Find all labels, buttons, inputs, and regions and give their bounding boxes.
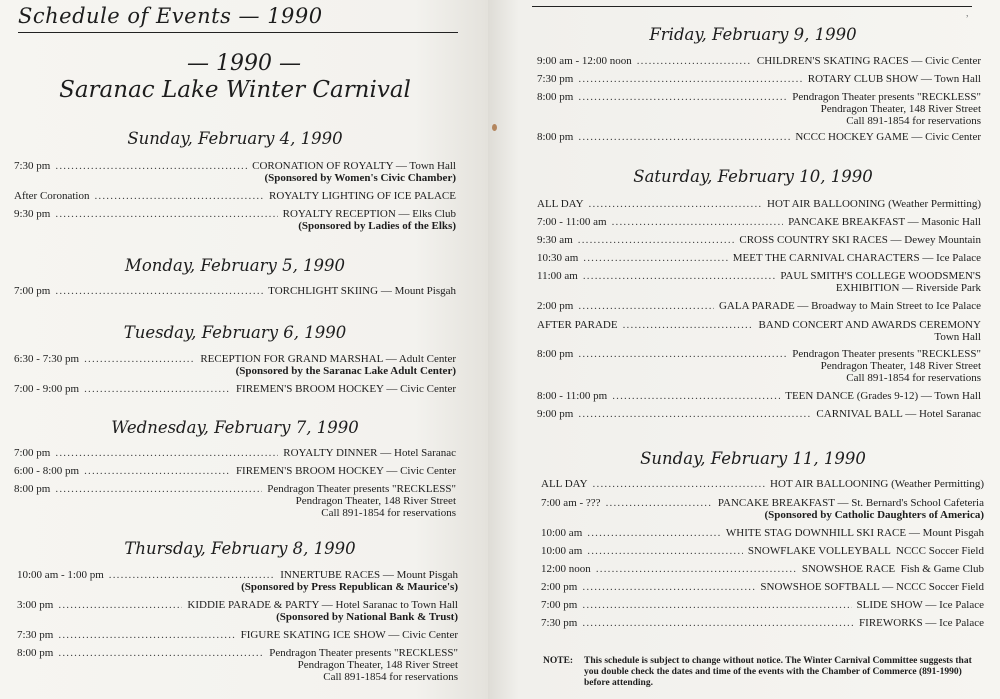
day-heading-sat-feb-10: Saturday, February 10, 1990 bbox=[633, 167, 873, 186]
event-entry: 7:30 pm ..... ROTARY CLUB SHOW — Town Hall bbox=[537, 73, 981, 85]
event-entry: After Coronation ..... ROYALTY LIGHTING OF ICE PALACE bbox=[14, 190, 456, 202]
event-entry: AFTER PARADE ..... BAND CONCERT AND AWARDS CEREMONY Town Hall bbox=[537, 319, 981, 343]
note-text: This schedule is subject to change without notice. The Winter Carnival Committee suggests that you double check the dates and time of the events with the Chamber of Commerce (891-1990) before attending. bbox=[584, 656, 972, 688]
event-entry: 8:00 pm ..... Pendragon Theater presents "RECKLESS" Pendragon Theater, 148 River Street Call 891-1854 for reservations bbox=[537, 348, 981, 384]
event-entry: 8:00 - 11:00 pm ..... TEEN DANCE (Grades 9-12) — Town Hall bbox=[537, 390, 981, 402]
event-entry: 9:30 pm ..... ROYALTY RECEPTION — Elks Club (Sponsored by Ladies of the Elks) bbox=[14, 208, 456, 232]
event-entry: 10:00 am - 1:00 pm ..... INNERTUBE RACES — Mount Pisgah (Sponsored by Press Republican & Maurice's) bbox=[17, 569, 458, 593]
schedule-note bbox=[543, 656, 988, 689]
event-entry: 7:00 pm ..... SLIDE SHOW — Ice Palace bbox=[541, 599, 984, 611]
event-entry: 8:00 pm ..... Pendragon Theater presents "RECKLESS" Pendragon Theater, 148 River Street Call 891-1854 for reservations bbox=[17, 647, 458, 683]
event-entry: ALL DAY ..... HOT AIR BALLOONING (Weather Permitting) bbox=[537, 198, 981, 210]
event-entry: 8:00 pm ..... Pendragon Theater presents "RECKLESS" Pendragon Theater, 148 River Street Call 891-1854 for reservations bbox=[14, 483, 456, 519]
paper-stain bbox=[492, 124, 497, 131]
event-entry: 7:00 pm ..... TORCHLIGHT SKIING — Mount Pisgah bbox=[14, 285, 456, 297]
event-entry: 2:00 pm ..... GALA PARADE — Broadway to Main Street to Ice Palace bbox=[537, 300, 981, 312]
day-heading-wed-feb-7: Wednesday, February 7, 1990 bbox=[111, 418, 359, 437]
day-heading-tue-feb-6: Tuesday, February 6, 1990 bbox=[123, 323, 347, 342]
event-entry: 9:00 am - 12:00 noon ..... CHILDREN'S SKATING RACES — Civic Center bbox=[537, 55, 981, 67]
event-entry: 7:00 - 9:00 pm ..... FIREMEN'S BROOM HOCKEY — Civic Center bbox=[14, 383, 456, 395]
event-entry: 7:30 pm ..... FIGURE SKATING ICE SHOW — Civic Center bbox=[17, 629, 458, 641]
event-entry: 7:00 pm ..... ROYALTY DINNER — Hotel Saranac bbox=[14, 447, 456, 459]
event-entry: 7:00 - 11:00 am ..... PANCAKE BREAKFAST — Masonic Hall bbox=[537, 216, 981, 228]
event-entry: 2:00 pm ..... SNOWSHOE SOFTBALL — NCCC Soccer Field bbox=[541, 581, 984, 593]
day-heading-fri-feb-9: Friday, February 9, 1990 bbox=[649, 25, 857, 44]
left-page bbox=[0, 0, 488, 699]
event-entry: 12:00 noon ..... SNOWSHOE RACE Fish & Game Club bbox=[541, 563, 984, 575]
event-entry: 10:00 am ..... WHITE STAG DOWNHILL SKI RACE — Mount Pisgah bbox=[541, 527, 984, 539]
event-entry: 8:00 pm ..... NCCC HOCKEY GAME — Civic Center bbox=[537, 131, 981, 143]
schedule-header: Schedule of Events — 1990 bbox=[18, 4, 458, 33]
day-heading-mon-feb-5: Monday, February 5, 1990 bbox=[124, 256, 346, 275]
event-entry: 10:00 am ..... SNOWFLAKE VOLLEYBALL NCCC Soccer Field bbox=[541, 545, 984, 557]
event-entry: 9:00 pm ..... CARNIVAL BALL — Hotel Saranac bbox=[537, 408, 981, 420]
event-entry: 8:00 pm ..... Pendragon Theater presents "RECKLESS" Pendragon Theater, 148 River Street Call 891-1854 for reservations bbox=[537, 91, 981, 127]
note-label: NOTE: bbox=[543, 656, 574, 666]
page-mark: , bbox=[966, 8, 969, 19]
event-entry: ALL DAY ..... HOT AIR BALLOONING (Weather Permitting) bbox=[541, 478, 984, 490]
carnival-title: Saranac Lake Winter Carnival bbox=[59, 77, 411, 103]
year-heading: — 1990 — bbox=[187, 51, 301, 76]
event-entry: 11:00 am ..... PAUL SMITH'S COLLEGE WOODSMEN'S EXHIBITION — Riverside Park bbox=[537, 270, 981, 294]
event-entry: 9:30 am ..... CROSS COUNTRY SKI RACES — Dewey Mountain bbox=[537, 234, 981, 246]
event-entry: 6:30 - 7:30 pm ..... RECEPTION FOR GRAND MARSHAL — Adult Center (Sponsored by the Saranac Lake Adult Center) bbox=[14, 353, 456, 377]
top-rule bbox=[532, 6, 972, 7]
day-heading-sun-feb-4: Sunday, February 4, 1990 bbox=[127, 129, 343, 148]
event-entry: 6:00 - 8:00 pm ..... FIREMEN'S BROOM HOCKEY — Civic Center bbox=[14, 465, 456, 477]
day-heading-sun-feb-11: Sunday, February 11, 1990 bbox=[640, 449, 866, 468]
event-entry: 3:00 pm ..... KIDDIE PARADE & PARTY — Hotel Saranac to Town Hall (Sponsored by National Bank & Trust) bbox=[17, 599, 458, 623]
event-entry: 7:30 pm ..... FIREWORKS — Ice Palace bbox=[541, 617, 984, 629]
event-entry: 7:00 am - ??? ..... PANCAKE BREAKFAST — St. Bernard's School Cafeteria (Sponsored by Catholic Daughters of America) bbox=[541, 497, 984, 521]
event-entry: 7:30 pm ..... CORONATION OF ROYALTY — Town Hall (Sponsored by Women's Civic Chamber) bbox=[14, 160, 456, 184]
event-entry: 10:30 am ..... MEET THE CARNIVAL CHARACTERS — Ice Palace bbox=[537, 252, 981, 264]
day-heading-thu-feb-8: Thursday, February 8, 1990 bbox=[124, 539, 356, 558]
